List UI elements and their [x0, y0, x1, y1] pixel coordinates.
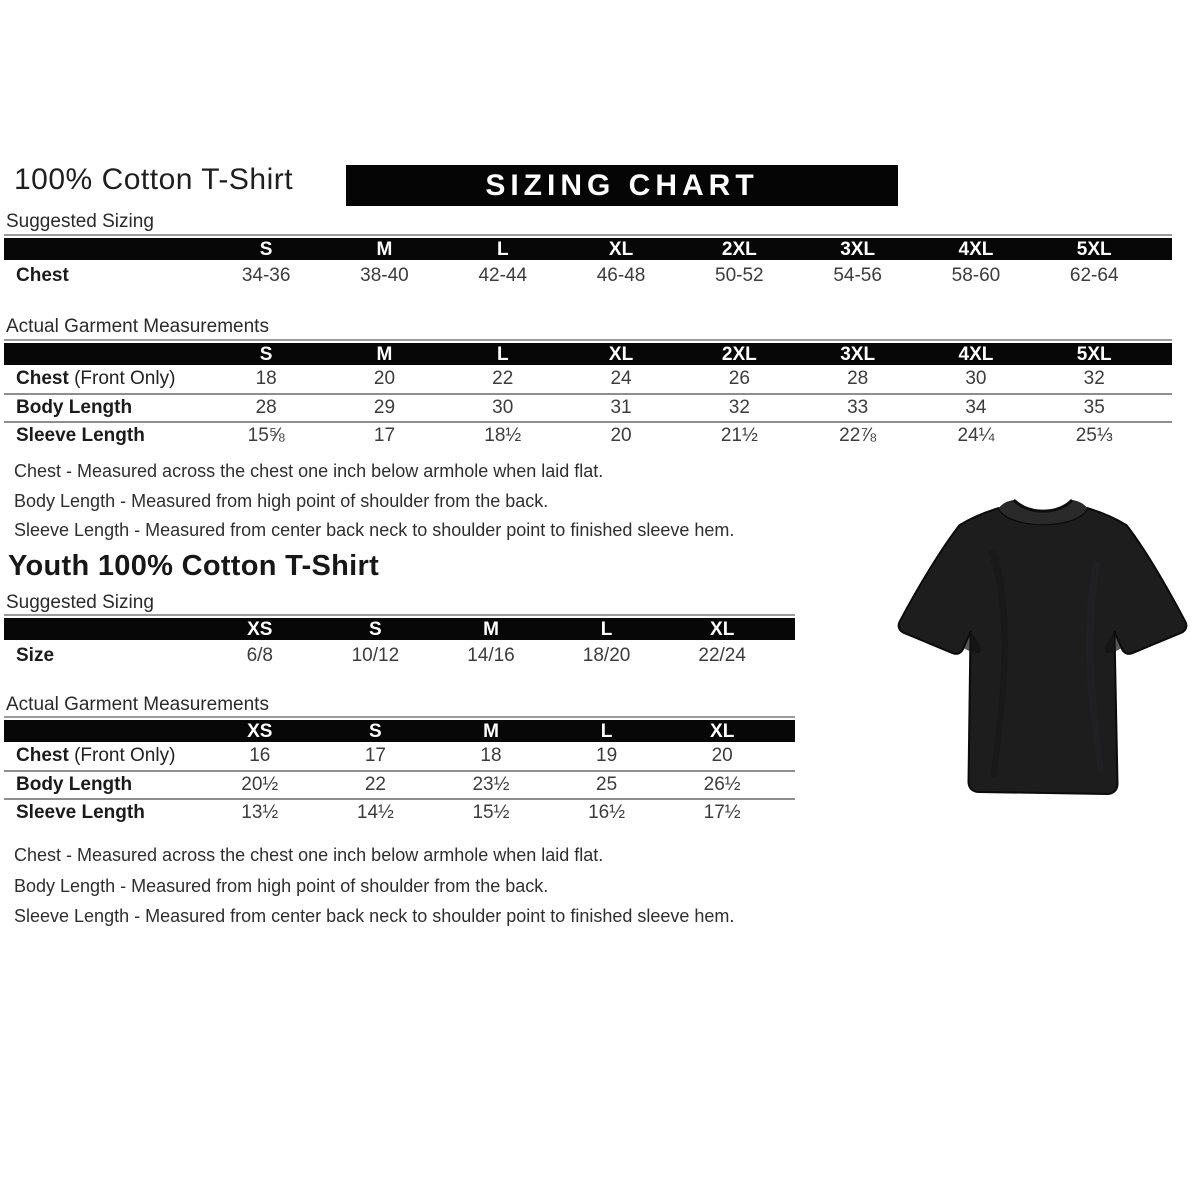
cell: 28	[255, 397, 277, 418]
cell: 26½	[703, 774, 741, 795]
cell: 24	[610, 368, 632, 389]
cell: 30	[965, 368, 987, 389]
column-header: 5XL	[1076, 238, 1112, 260]
table-row	[4, 742, 795, 770]
cell: 22	[364, 774, 386, 795]
cell: 28	[847, 368, 869, 389]
note-line: Sleeve Length - Measured from center back neck to shoulder point to finished sleeve hem.	[14, 906, 735, 926]
row-label-cell: Chest (Front Only)	[16, 368, 176, 389]
cell: 16½	[588, 802, 626, 823]
table-row	[4, 365, 1172, 393]
row-label: Sleeve Length	[16, 425, 145, 446]
row-label-cell	[4, 425, 207, 447]
cell: 58-60	[951, 265, 1001, 286]
adult-suggested-sizing-table	[4, 234, 1172, 292]
cell: 10/12	[351, 645, 400, 666]
cell: 32	[1083, 368, 1105, 389]
row-label-cell	[4, 397, 207, 419]
adult-actual-measurements-table	[4, 339, 1172, 449]
cell: 46-48	[596, 265, 646, 286]
table-header-row	[4, 618, 795, 640]
table-header-row	[4, 238, 1172, 260]
cell: 20	[373, 368, 396, 389]
cell: 34	[965, 397, 987, 418]
column-header: XS	[247, 618, 273, 640]
cell: 42-44	[478, 265, 528, 286]
row-label-cell: Chest (Front Only)	[16, 745, 176, 766]
cell: 25	[596, 774, 618, 795]
column-header: XL	[710, 720, 735, 742]
adult-actual-measurements-label: Actual Garment Measurements	[6, 316, 269, 337]
adult-section-title: 100% Cotton T-Shirt	[14, 163, 294, 196]
column-header: S	[369, 720, 382, 742]
cell: 19	[596, 745, 618, 766]
cell: 6/8	[246, 645, 273, 666]
tshirt-photo	[892, 489, 1194, 803]
column-header: 3XL	[840, 343, 876, 365]
column-header: 2XL	[721, 343, 757, 365]
youth-suggested-sizing-table	[4, 614, 795, 672]
column-header: S	[259, 343, 273, 365]
column-header: M	[483, 720, 499, 742]
column-header: S	[259, 238, 273, 260]
youth-suggested-sizing-label: Suggested Sizing	[6, 592, 154, 613]
column-header: S	[369, 618, 382, 640]
youth-section-title: Youth 100% Cotton T-Shirt	[8, 550, 380, 582]
cell: 22/24	[698, 645, 746, 666]
column-header: 4XL	[958, 238, 994, 260]
row-label-cell	[4, 645, 202, 667]
cell: 54-56	[833, 265, 882, 286]
cell: 32	[728, 397, 750, 418]
table-row	[4, 421, 1172, 449]
row-label: Chest	[16, 745, 69, 766]
column-header: 5XL	[1076, 343, 1112, 365]
black-tshirt-image	[892, 489, 1194, 803]
row-label-cell	[4, 774, 202, 796]
cell: 15½	[472, 802, 510, 823]
table-row	[4, 640, 795, 672]
row-label: Chest	[16, 265, 69, 286]
cell: 22⅞	[839, 425, 877, 446]
cell: 18½	[484, 425, 522, 446]
cell: 23½	[472, 774, 510, 795]
cell: 25⅓	[1075, 425, 1113, 446]
cell: 13½	[241, 802, 279, 823]
table-row	[4, 798, 795, 826]
cell: 16	[249, 745, 271, 766]
column-header: L	[496, 343, 509, 365]
cell: 18/20	[582, 645, 631, 666]
cell: 17½	[703, 802, 741, 823]
cell: 62-64	[1069, 265, 1119, 286]
cell: 14½	[356, 802, 394, 823]
cell: 33	[847, 397, 869, 418]
row-label-cell	[4, 265, 207, 287]
column-header: M	[376, 343, 393, 365]
row-label: Body Length	[16, 397, 133, 418]
cell: 50-52	[715, 265, 764, 286]
table-row	[4, 393, 1172, 421]
cell: 24¼	[957, 425, 995, 446]
column-header: L	[496, 238, 509, 260]
cell: 18	[255, 368, 277, 389]
sizing-chart-banner: SIZING CHART	[346, 165, 898, 206]
column-header: M	[376, 238, 393, 260]
table-header-row	[4, 343, 1172, 365]
adult-suggested-sizing-label: Suggested Sizing	[6, 211, 154, 232]
note-line: Chest - Measured across the chest one inch below armhole when laid flat.	[14, 461, 604, 481]
table-row	[4, 260, 1172, 292]
cell: 30	[492, 397, 514, 418]
note-line: Body Length - Measured from high point of shoulder from the back.	[14, 875, 549, 896]
adult-measurement-notes	[14, 457, 734, 546]
column-header: XL	[608, 238, 634, 260]
youth-actual-measurements-label: Actual Garment Measurements	[6, 694, 269, 715]
cell: 17	[373, 425, 396, 446]
cell: 34-36	[241, 265, 291, 286]
column-header: 4XL	[958, 343, 994, 365]
cell: 21½	[720, 425, 758, 446]
cell: 22	[492, 368, 514, 389]
column-header: XS	[247, 720, 273, 742]
column-header: L	[600, 618, 613, 640]
note-line: Sleeve Length - Measured from center back neck to shoulder point to finished sleeve hem.	[14, 520, 735, 540]
note-line: Body Length - Measured from high point of shoulder from the back.	[14, 490, 549, 511]
column-header: 3XL	[840, 238, 876, 260]
cell: 20	[711, 745, 733, 766]
row-label: Size	[16, 645, 55, 666]
row-label: Sleeve Length	[16, 802, 145, 823]
cell: 35	[1083, 397, 1105, 418]
note-line: Chest - Measured across the chest one inch below armhole when laid flat.	[14, 845, 604, 865]
column-header: L	[600, 720, 613, 742]
youth-actual-measurements-table	[4, 716, 795, 826]
cell: 15⅝	[247, 425, 285, 446]
column-header: XL	[710, 618, 735, 640]
cell: 14/16	[467, 645, 515, 666]
cell: 29	[373, 397, 396, 418]
table-row	[4, 770, 795, 798]
cell: 17	[364, 745, 386, 766]
column-header: XL	[608, 343, 634, 365]
row-label: Body Length	[16, 774, 133, 795]
cell: 20	[610, 425, 632, 446]
youth-measurement-notes	[14, 840, 734, 932]
row-label-cell	[4, 802, 202, 824]
table-header-row	[4, 720, 795, 742]
column-header: 2XL	[721, 238, 757, 260]
cell: 31	[610, 397, 632, 418]
column-header: M	[483, 618, 499, 640]
cell: 26	[728, 368, 750, 389]
cell: 38-40	[360, 265, 409, 286]
cell: 18	[480, 745, 502, 766]
cell: 20½	[241, 774, 279, 795]
row-label: Chest	[16, 368, 69, 389]
